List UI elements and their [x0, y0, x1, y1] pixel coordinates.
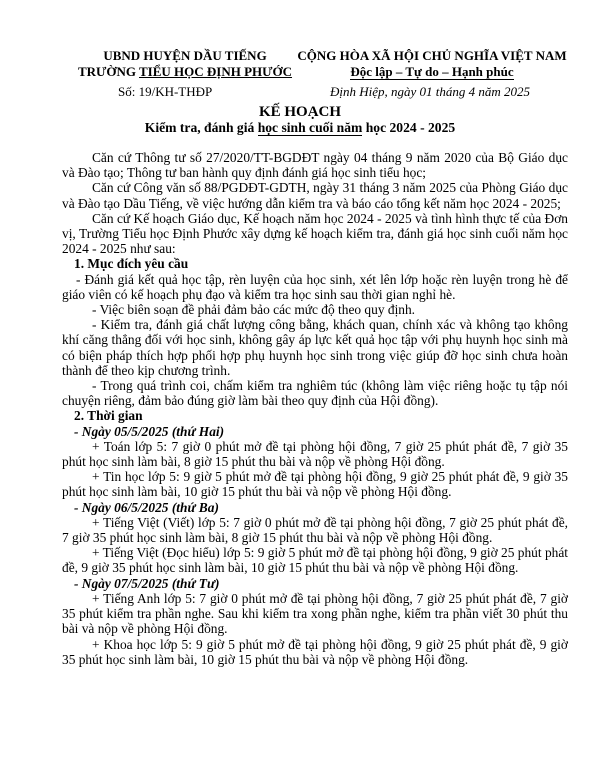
issuing-authority-block	[70, 48, 300, 80]
agency-name: UBND HUYỆN DẦU TIẾNG	[103, 48, 267, 63]
basis-paragraph-2: Căn cứ Công văn số 88/PGDĐT-GDTH, ngày 31 tháng 3 năm 2025 của Phòng Giáo dục và Đào tạo Dầu Tiếng, về việc hướng dẫn kiểm tra và báo cáo tổng kết năm học 2024 - 2025;	[62, 180, 568, 211]
national-heading-block	[296, 48, 568, 80]
purpose-item-3: - Kiểm tra, đánh giá chất lượng công bằng, khách quan, chính xác và không tạo không khí căng thẳng đối với học sinh, không gây áp lực kết quả học tập với phụ huynh học sinh mà có biện pháp thích hợp phối hợp phụ huynh học sinh trong việc giúp đỡ học sinh chưa hoàn thành để theo kịp chương trình.	[62, 317, 568, 378]
schedule-day-2-item-1: + Tiếng Việt (Viết) lớp 5: 7 giờ 0 phút mở đề tại phòng hội đồng, 7 giờ 25 phút phát đề, 7 giờ 35 phút học sinh làm bài, 8 giờ 15 phút thu bài và nộp về phòng Hội đồng.	[62, 514, 568, 546]
school-name	[70, 64, 300, 80]
place-and-date: Định Hiệp, ngày 01 tháng 4 năm 2025	[330, 84, 531, 99]
subtitle-suffix: học 2024 - 2025	[362, 120, 456, 135]
document-subtitle	[0, 120, 600, 136]
school-name-underlined: TIỂU HỌC ĐỊNH PHƯỚC	[139, 64, 293, 79]
schedule-day-2: - Ngày 06/5/2025 (thứ Ba)	[74, 499, 219, 515]
subtitle-prefix: Kiểm tra, đánh giá	[144, 120, 258, 135]
purpose-item-4: - Trong quá trình coi, chấm kiểm tra nghiêm túc (không làm việc riêng hoặc tụ tập nói chuyện riêng, đảm bảo đúng giờ làm bài theo quy định của Hội đồng).	[62, 378, 568, 409]
basis-paragraph-1: Căn cứ Thông tư số 27/2020/TT-BGDĐT ngày 04 tháng 9 năm 2020 của Bộ Giáo dục và Đào tạo; Thông tư ban hành quy định đánh giá học sinh tiểu học;	[62, 150, 568, 181]
national-motto: Độc lập – Tự do – Hạnh phúc	[350, 64, 514, 79]
document-body	[62, 150, 568, 667]
schedule-day-3: - Ngày 07/5/2025 (thứ Tư)	[74, 575, 220, 591]
subtitle-underlined: học sinh cuối năm	[257, 120, 363, 135]
nation-name: CỘNG HÒA XÃ HỘI CHỦ NGHĨA VIỆT NAM	[297, 48, 567, 63]
schedule-day-1: - Ngày 05/5/2025 (thứ Hai)	[74, 423, 225, 439]
section-heading-purpose: 1. Mục đích yêu cầu	[74, 256, 189, 272]
schedule-day-1-item-1: + Toán lớp 5: 7 giờ 0 phút mở đề tại phòng hội đồng, 7 giờ 25 phút phát đề, 7 giờ 35 phút học sinh làm bài, 8 giờ 15 phút thu bài và nộp về phòng Hội đồng.	[62, 438, 568, 470]
schedule-day-3-item-2: + Khoa học lớp 5: 9 giờ 5 phút mở đề tại phòng hội đồng, 9 giờ 25 phút phát đề, 9 giờ 35 phút học sinh làm bài, 10 giờ 15 phút thu bài và nộp về phòng Hội đồng.	[62, 636, 568, 667]
schedule-day-1-item-2: + Tin học lớp 5: 9 giờ 5 phút mở đề tại phòng hội đồng, 9 giờ 25 phút phát đề, 9 giờ 35 phút học sinh làm bài, 10 giờ 15 phút thu bài và nộp về phòng Hội đồng.	[62, 469, 568, 500]
section-heading-schedule: 2. Thời gian	[74, 408, 143, 424]
school-prefix: TRƯỜNG	[77, 64, 140, 79]
purpose-item-1: - Đánh giá kết quả học tập, rèn luyện của học sinh, xét lên lớp hoặc rèn luyện trong hè để giáo viên có kế hoạch phụ đạo và kiểm tra học sinh sau thời gian nghỉ hè.	[62, 271, 568, 302]
schedule-day-3-item-1: + Tiếng Anh lớp 5: 7 giờ 0 phút mở đề tại phòng hội đồng, 7 giờ 25 phút phát đề, 7 giờ 35 phút kiểm tra phần nghe. Sau khi kiểm tra xong phần nghe, kiểm tra phần viết 30 phút thu bài và nộp về phòng Hội đồng.	[62, 590, 568, 637]
purpose-item-2: - Việc biên soạn đề phải đảm bảo các mức độ theo quy định.	[92, 302, 416, 318]
schedule-day-2-item-2: + Tiếng Việt (Đọc hiểu) lớp 5: 9 giờ 5 phút mở đề tại phòng hội đồng, 9 giờ 25 phút phát đề, 9 giờ 35 phút học sinh làm bài, 10 giờ 15 phút thu bài và nộp về phòng Hội đồng.	[62, 545, 568, 576]
basis-paragraph-3: Căn cứ Kế hoạch Giáo dục, Kế hoạch năm học 2024 - 2025 và tình hình thực tế của Đơn vị, Trường Tiểu học Định Phước xây dựng kế hoạch kiểm tra, đánh giá học sinh cuối năm học 2024 - 2025 như sau:	[62, 210, 568, 257]
document-title: KẾ HOẠCH	[258, 104, 342, 120]
document-number: Số: 19/KH-THĐP	[118, 84, 213, 99]
